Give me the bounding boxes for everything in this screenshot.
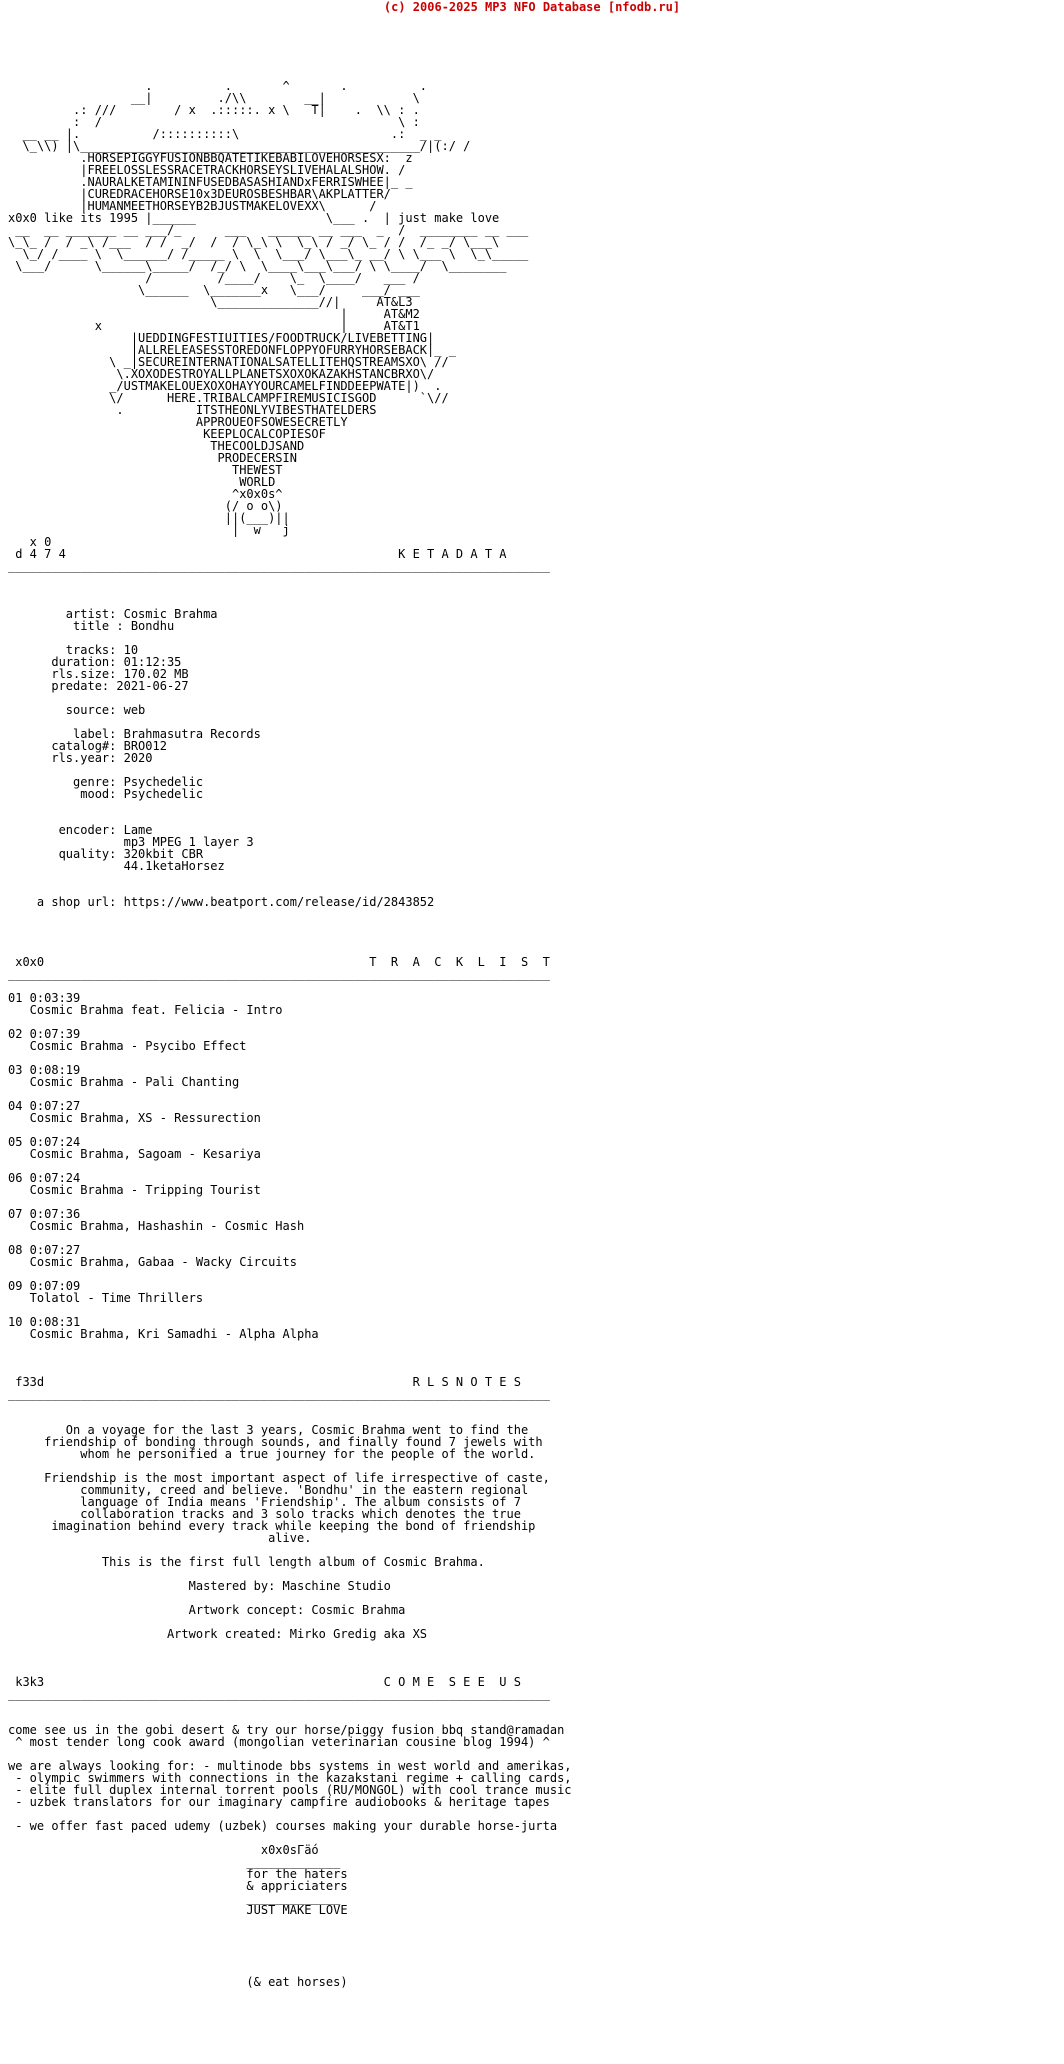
site-header: (c) 2006-2025 MP3 NFO Database [nfodb.ru] xyxy=(383,0,681,14)
nfo-text: . . ^ . . __| ./\\ __| \ .: /// / x .:::::. x \ T| . \\ : . : / \ : __ __ |. /::::::::::\ .: _ _ \_\\) |\_______________________________________________/|(:/ / .HORSEPIGGYFUSIONBBQATETIKEBABILOVEHORSESX: z |FREELOSSLESSRACETRACKHORSEYSLIVEHALALSHOW. / .NAURALKETAMININFUSEDBASASHIANDxFERRISWHEE|_ _ |CUREDRACEHORSE10x3DEUROSBESHBAR\AKPLATTER/ |HUMANMEETHORSEYB2BJUSTMAKELOVEXX\ / x0x0 like its 1995 |______ \___ . | just make love __ __ _______ __ ___/_ ___ ______ __ ___ _ / ________ __ ___ \_\_ / / _\ /___ / / _/ / / \_\ \ \_\ / _/ \_ / / /_ _/ \___\ \_/ /____ \ \______/ /_____ \ \ \___/ \___\_ __/ \ \___ \ \_\_____ \___/ \______\_____/ /_/ \ \____\___\___/ \ \____/ \________ / /____/ \_ \____/ ___ / \______ \_______x \___/ ___/ ___ \______________//| AT&L3 | AT&M2 x | AT&T1 |UEDDINGFESTIUITIES/FOODTRUCK/LIVEBETTING| |ALLRELEASESSTOREDONFLOPPYOFURRYHORSEBACK|_ _ \ _|SECUREINTERNATIONALSATELLITEHQSTREAMSXO\ // \.XOXODESTROYALLPLANETSXOXOKAZAKHSTANCBRXO\/ _/USTMAKELOUEXOXOHAYYOURCAMELFINDDEEPWATE|) . \/ HERE.TRIBALCAMPFIREMUSICISGOD `\// . ITSTHEONLYVIBESTHATELDERS APPROUEOFSOWESECRETLY KEEPLOCALCOPIESOF THECOOLDJSAND PRODECERSIN THEWEST WORLD ^x0x0s^ (/ o o\) ||(___)|| | w j x 0 d 4 7 4 K E T A D A T A ___________________________________________________________________________ artist: Cosmic Brahma title : Bondhu tracks: 10 duration: 01:12:35 rls.size: 170.02 MB predate: 2021-06-27 source: web label: Brahmasutra Records catalog#: BRO012 rls.year: 2020 genre: Psychedelic mood: Psychedelic encoder: Lame mp3 MPEG 1 layer 3 quality: 320kbit CBR 44.1ketaHorsez a shop url: https://www.beatport.com/release/id/2843852 x0x0 T R A C K L I S T ___________________________________________________________________________ 01 0:03:39 Cosmic Brahma feat. Felicia - Intro 02 0:07:39 Cosmic Brahma - Psycibo Effect 03 0:08:19 Cosmic Brahma - Pali Chanting 04 0:07:27 Cosmic Brahma, XS - Ressurection 05 0:07:24 Cosmic Brahma, Sagoam - Kesariya 06 0:07:24 Cosmic Brahma - Tripping Tourist 07 0:07:36 Cosmic Brahma, Hashashin - Cosmic Hash 08 0:07:27 Cosmic Brahma, Gabaa - Wacky Circuits 09 0:07:09 Tolatol - Time Thrillers 10 0:08:31 Cosmic Brahma, Kri Samadhi - Alpha Alpha f33d R L S N O T E S ___________________________________________________________________________ On a voyage for the last 3 years, Cosmic Brahma went to find the friendship of bonding through sounds, and finally found 7 jewels with whom he personified a true journey for the people of the world. Friendship is the most important aspect of life irrespective of caste, community, creed and believe. 'Bondhu' in the eastern regional language of India means 'Friendship'. The album consists of 7 collaboration tracks and 3 solo tracks which denotes the true imagination behind every track while keeping the bond of friendship alive. This is the first full length album of Cosmic Brahma. Mastered by: Maschine Studio Artwork concept: Cosmic Brahma Artwork created: Mirko Gredig aka XS k3k3 C O M E S E E U S ___________________________________________________________________________ come see us in the gobi desert & try our horse/piggy fusion bbq stand@ramadan ^ most tender long cook award (mongolian veterinarian cousine blog 1994) ^ we are always looking for: - multinode bbs systems in west world and amerikas, - olympic swimmers with connections in the kazakstani regime + calling cards, - elite full duplex internal torrent pools (RU/MONGOL) with cool trance music - uzbek translators for our imaginary campfire audiobooks & heritage tapes - we offer fast paced udemy (uzbek) courses making your durable horse-jurta x0x0sГäó _____________ for the haters & appriciaters _____________ JUST MAKE LOVE (& eat horses) xyxy=(8,79,572,1989)
